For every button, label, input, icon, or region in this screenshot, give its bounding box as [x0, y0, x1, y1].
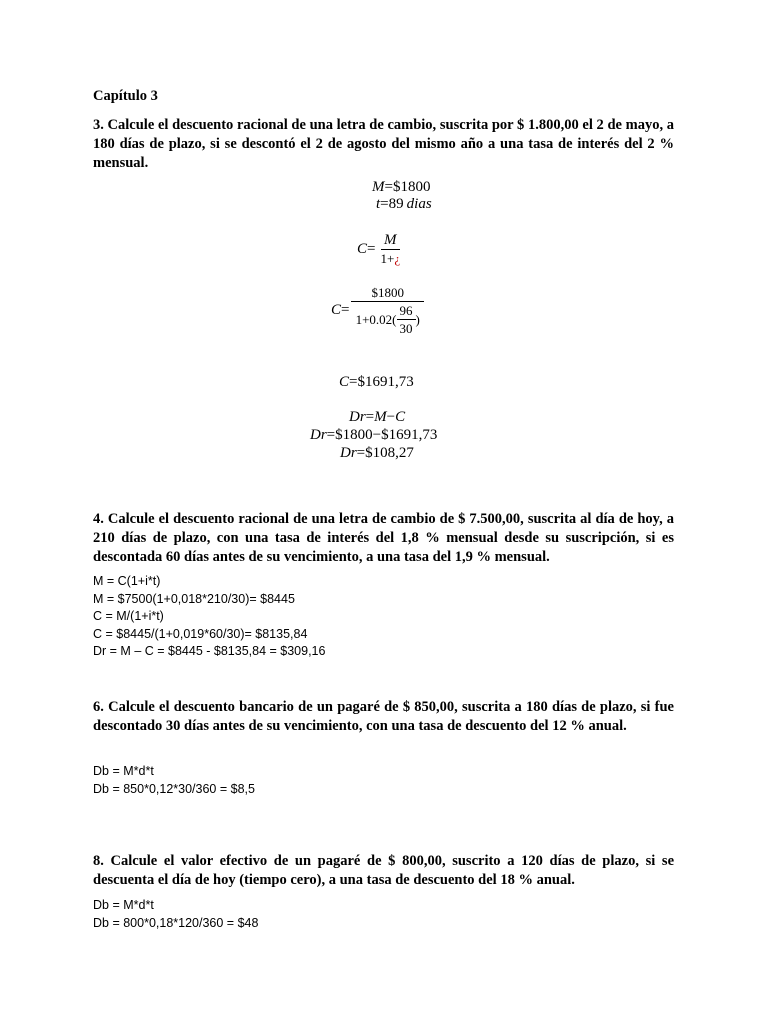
equation-t: t=89 dias — [376, 196, 432, 212]
problem-4-statement: 4. Calcule el descuento racional de una letra de cambio de $ 7.500,00, suscrita al día de hoy, a 210 días de plazo, con una tasa de interés del 1,8 % mensual desde su suscripción, si es descontada 60 días antes de su vencimiento, a una tasa del 1,9 % mensual. — [93, 511, 674, 565]
solution-line: Db = 850*0,12*30/360 = $8,5 — [93, 781, 255, 796]
problem-4-solution — [93, 573, 325, 661]
solution-line: M = C(1+i*t) — [93, 574, 161, 588]
chapter-heading: Capítulo 3 — [93, 88, 158, 104]
solution-line: Db = M*d*t — [93, 764, 154, 778]
solution-line: Dr = M – C = $8445 - $8135,84 = $309,16 — [93, 644, 326, 658]
equation-dr-formula: Dr=M−C — [349, 409, 406, 425]
equation-c-formula: C= $\frac{M}{1+¿}$ — [357, 232, 401, 266]
equation-c-substitution: C= $1800 1+0.02( $\frac{96}{30}$ ) — [331, 284, 424, 337]
solution-line: Db = M*d*t — [93, 898, 154, 912]
equation-dr-result: Dr=$108,27 — [340, 445, 414, 461]
problem-8-solution — [93, 897, 258, 932]
solution-line: C = M/(1+i*t) — [93, 609, 164, 623]
problem-8-statement: 8. Calcule el valor efectivo de un pagaré de $ 800,00, suscrito a 120 días de plazo, si se descuenta el día de hoy (tiempo cero), a una tasa de descuento del 18 % anual. — [93, 853, 674, 888]
equation-c-result: C=$1691,73 — [339, 374, 414, 390]
equation-dr-substitution: Dr=$1800−$1691,73 — [310, 427, 438, 443]
problem-3-statement: 3. Calcule el descuento racional de una letra de cambio, suscrita por $ 1.800,00 el 2 de mayo, a 180 días de plazo, si se descontó el 2 de agosto del mismo año a una tasa de interés del 2 % mensual. — [93, 117, 674, 171]
solution-line: Db = 800*0,18*120/360 = $48 — [93, 915, 259, 930]
equation-m: M=$1800 — [372, 179, 431, 195]
solution-line: C = $8445/(1+0,019*60/30)= $8135,84 — [93, 626, 308, 641]
problem-6-solution — [93, 763, 255, 798]
solution-line: M = $7500(1+0,018*210/30)= $8445 — [93, 591, 295, 606]
problem-6-statement: 6. Calcule el descuento bancario de un pagaré de $ 850,00, suscrita a 180 días de plazo, si fue descontado 30 días antes de su vencimiento, con una tasa de descuento del 12 % anual. — [93, 699, 674, 734]
